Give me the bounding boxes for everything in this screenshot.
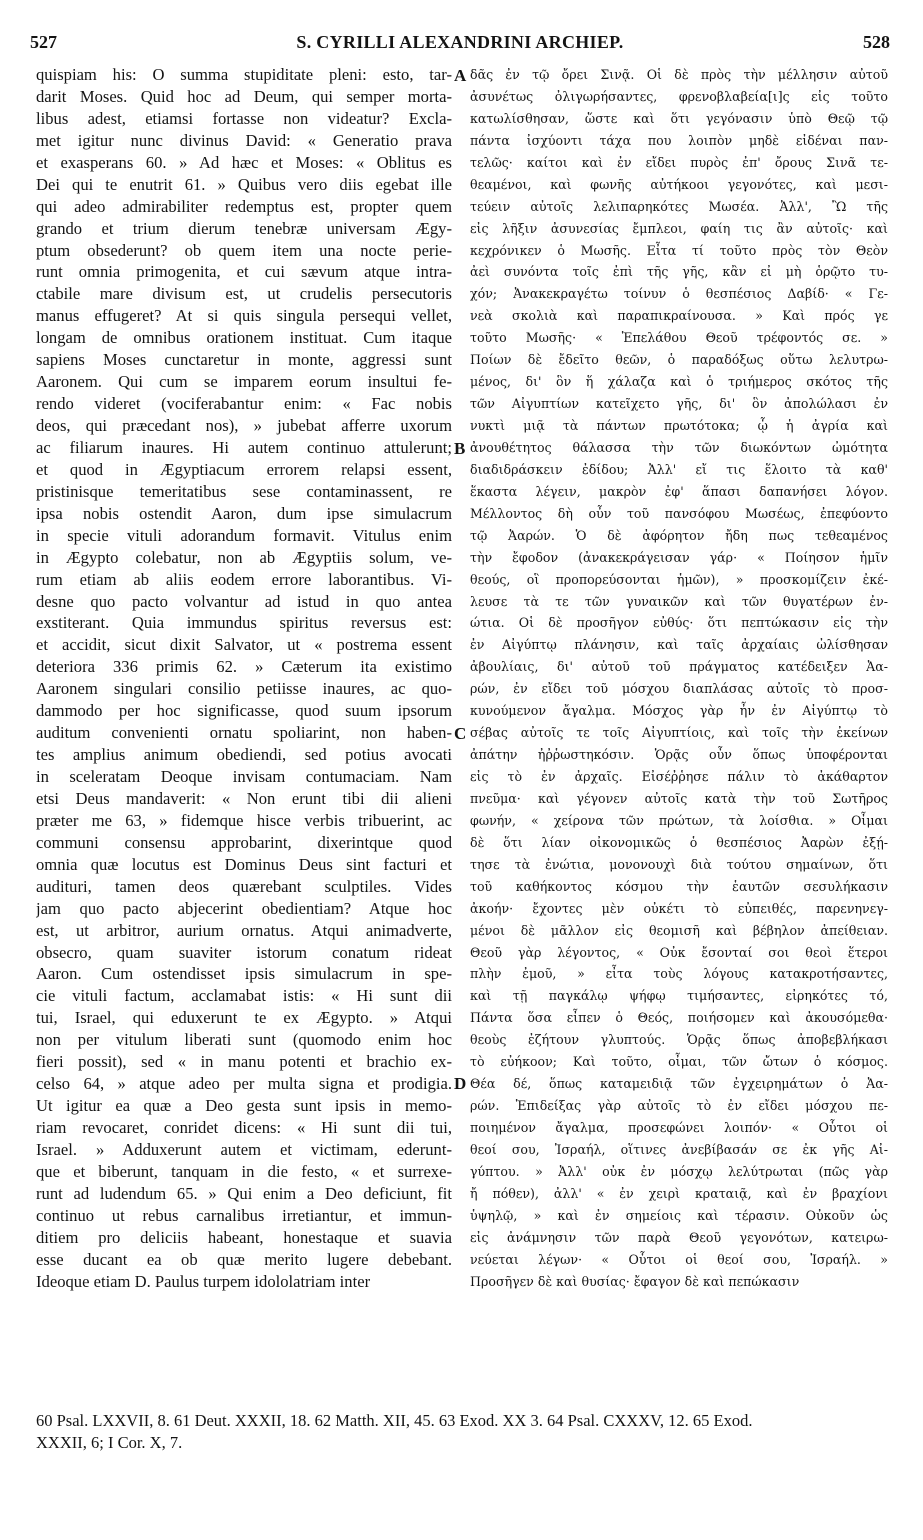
greek-text-line: Μέλλοντος δὴ οὖν τοῦ πανσόφου Μωσέως, ἐπεφύοντο	[470, 505, 888, 521]
greek-text-line: θεοί σου, Ἰσραήλ, οἵτινες ἀνεβίβασάν σε ἐκ γῆς Αἰ-	[470, 1141, 888, 1157]
latin-text-line: communi consensu approbarint, dixerintque quod	[36, 832, 452, 852]
latin-text-line: ditiem pro deliciis habeant, honestaque et suavia	[36, 1227, 452, 1247]
latin-text-line: etsi Deus mandaverit: « Non erunt tibi dii alieni	[36, 788, 452, 808]
latin-text-line: jam quo pacto abjecerint obedientiam? Atque hoc	[36, 898, 452, 918]
greek-text-line: πάντα ἰσχύοντι τάχα που λοιπὸν μηδὲ εἰδέναι παν-	[470, 132, 888, 148]
latin-text-line: runt ad ludendum 65. » Qui enim a Deo deficiunt, fit	[36, 1183, 452, 1203]
latin-text-line: in Ægypto colebatur, non ab Ægyptiis solum, ve-	[36, 547, 452, 567]
greek-text-line: νυκτὶ μιᾷ τὰ πάντων πρωτότοκα; ᾧ ἡ ἀγρία καὶ	[470, 418, 888, 433]
greek-text-line: εἰς τὸ ἐν ἀρχαῖς. Εἰσέῤῥησε πάλιν τὸ ἀκάθαρτον	[470, 769, 888, 784]
latin-text-line: Ut igitur ea quæ a Deo gesta sunt ipsis in memo-	[36, 1096, 452, 1116]
greek-text-line: ἀπάτην ἠῤῥωστηκόσιν. Ὁρᾷς οὖν ὅπως ὑποφέρονται	[470, 747, 888, 763]
greek-text-line: ποιημένον ἄγαλμα, προσεφώνει λοιπόν· « Οὗτοι οἱ	[470, 1120, 888, 1135]
latin-text-line: tes amplius animum obediendi, sed potius avocati	[36, 745, 452, 765]
latin-text-line: riam revocaret, conridet dicens: « Hi sunt dii tui,	[36, 1118, 452, 1137]
footnote-line: XXXII, 6; I Cor. X, 7.	[36, 1433, 183, 1452]
latin-text-line: fieri possit), sed « in manu potenti et brachio ex-	[36, 1052, 452, 1072]
latin-text-line: esse ducant ea ob quæ merito lugere debebant.	[36, 1249, 452, 1269]
latin-text-line: Dei qui te enutrit 61. » Quibus vero diis egebat ille	[36, 174, 452, 194]
latin-text-line: in specie vituli adorandum formavit. Vitulus enim	[36, 525, 452, 545]
greek-text-line: σέβας αὐτοῖς τε τοῖς Αἰγυπτίοις, καὶ τοῖς τὴν ἐκείνων	[470, 725, 888, 741]
greek-text-line: ἀσυνέτως ὀλιγωρήσαντες, φρενοβλαβεία[ι]ς εἰς τοῦτο	[470, 88, 888, 104]
latin-text-line: omnia quæ locutus est Dominus Deus sint facturi et	[36, 854, 452, 874]
latin-column	[36, 64, 452, 1293]
latin-text-line: pristinisque temeritatibus sese contaminassent, re	[36, 481, 452, 501]
greek-column	[470, 64, 888, 1293]
greek-text-line: ἀνουθέτητος θάλασσα τὴν τῶν διωκόντων ὠμότητα	[470, 439, 888, 455]
greek-text-line: εἰς λῆξιν ἀσυνεσίας ἔμπλεοι, φαίη τις ἂν αὐτοῖς· καὶ	[470, 220, 888, 236]
greek-text-line: κυνούμενον ἄγαλμα. Μόσχος γὰρ ἦν ἐν Αἰγύπτῳ τὸ	[470, 703, 888, 719]
greek-text-line: πνεῦμα· καὶ γέγονεν αὐτοῖς κατὰ τὴν τοῦ Σωτῆρος	[470, 790, 888, 806]
latin-text-line: audituri, tamen deos quærebant sculptiles. Vides	[36, 876, 452, 896]
latin-text-line: dammodo per hoc significasse, quod suum ipsorum	[36, 701, 452, 721]
latin-text-line: Aaronem singulari consilio petiisse inaures, ac quo-	[36, 679, 452, 699]
margin-letter-b: B	[454, 439, 466, 458]
greek-text-line: λευσε τὰ τε τῶν γυναικῶν καὶ τῶν θυγατέρων ἐν-	[470, 593, 888, 609]
greek-text-line: Ποίων δὲ ἔδεῖτο θεῶν, ὁ παραδόξως οὕτω λελυτρω-	[470, 352, 888, 368]
latin-text-line: et exasperans 60. » Ad hæc et Moses: « Oblitus es	[36, 152, 452, 172]
greek-text-line: Προσῆγεν δὲ καὶ θυσίας· ἔφαγον δὲ καὶ πεπώκασιν	[470, 1273, 800, 1289]
greek-text-line: ἤ πόθεν), ἀλλ' « ἐν χειρὶ κραταιᾷ, καὶ ἐν βραχίονι	[470, 1185, 888, 1201]
latin-text-line: sapiens Moses cunctaretur in monte, aggressi sunt	[36, 350, 452, 370]
greek-text-line: τὸ εὐήκοον; Καὶ τοῦτο, οἶμαι, τῶν ὤτων ὁ κόσμος.	[470, 1054, 888, 1070]
latin-text-line: et accidit, sicut dixit Salvator, ut « postrema essent	[36, 635, 452, 655]
latin-text-line: ptum obsederunt? ob quem item una nocte perie-	[36, 240, 452, 260]
greek-text-line: μένοι δὲ μᾶλλον εἰς θεομισῆ καὶ βέβηλον ἀπείθειαν.	[470, 922, 888, 938]
margin-letter-d: D	[454, 1074, 467, 1093]
greek-text-line: Θεοῦ γὰρ λέγοντος, « Οὐκ ἔσονταί σοι θεοὶ ἕτεροι	[470, 944, 888, 960]
latin-text-line: ipsa nobis ostendit Aaron, dum ipse simulacrum	[36, 503, 452, 523]
latin-text-line: quispiam his: O summa stupiditate pleni: esto, tar-	[36, 65, 452, 84]
latin-text-line: Aaron. Cum ostendisset ipsis simulacrum in spe-	[36, 964, 452, 984]
greek-text-line: τοῦ καθήκοντος κόσμου τὴν ἑαυτῶν σεσυλήκασιν	[470, 878, 888, 894]
greek-text-line: ρών. Ἐπιδείξας γὰρ αὐτοῖς τὸ ἐν εἴδει μόσχου πε-	[470, 1098, 888, 1114]
latin-text-line: darit Moses. Quid hoc ad Deum, qui semper morta-	[36, 86, 452, 106]
latin-text-line: est, ut arbitror, aurium ornatus. Atqui animadverte,	[36, 920, 452, 940]
greek-text-line: τεύειν αὐτοῖς λελιπαρηκότες Μωσέα. Ἀλλ', Ὢ τῆς	[470, 198, 888, 214]
latin-text-line: auditum convenienti ornatu spoliarint, non haben-	[36, 723, 452, 743]
greek-text-line: τῶν Αἰγυπτίων κατεῖχετο γῆς, δι' ὃν ἀπολώλασι ἐν	[470, 396, 888, 412]
greek-text-line: τῷ Ἀαρών. Ὁ δὲ ἀφόρητον ἤδη πως τεθεαμένος	[470, 527, 888, 543]
latin-text-line: ac filiarum inaures. Hi autem continuo attulerunt;	[36, 437, 452, 457]
greek-text-line: τησε τὰ ἐνώτια, μονονουχὶ διὰ τούτου σημαίνων, ὅτι	[470, 856, 888, 872]
greek-text-line: πλὴν ἐμοῦ, » εἶτα τοὺς λόγους κατακροτήσαντες,	[470, 966, 888, 982]
greek-text-line: ἀκοήν· ἔχοντες μὲν οὐκέτι τὸ εὐπειθές, παρενηνεγ-	[470, 900, 888, 916]
latin-text-line: Israel. » Adduxerunt autem et victimam, ederunt-	[36, 1139, 452, 1159]
latin-text-line: et quod in Ægyptiacum errorem relapsi essent,	[36, 459, 452, 479]
footnote-line: 60 Psal. LXXVII, 8. 61 Deut. XXXII, 18. 62 Matth. XII, 45. 63 Exod. XX 3. 64 Psal. CXXXV, 12. 65 Exod.	[36, 1411, 753, 1430]
latin-text-line: libus adest, etiamsi fortasse non videatur? Excla-	[36, 108, 452, 128]
greek-text-line: Πάντα ὅσα εἶπεν ὁ Θεός, ποιήσομεν καὶ ἀκουσόμεθα·	[470, 1010, 888, 1026]
footnotes	[36, 1410, 886, 1454]
latin-text-line: deos, qui præcedant nos), » jubebat afferre uxorum	[36, 416, 452, 435]
greek-text-line: ἀβουλίαις, δι' αὐτοῦ τοῦ πράγματος κατέδειξεν Ἀα-	[470, 659, 888, 675]
greek-text-line: κατωλίσθησαν, ὥστε καὶ ὅτι γεγόνασιν ὑπὸ Θεῷ τῷ	[470, 110, 888, 126]
latin-text-line: manus effugeret? At si quis singula persequi vellet,	[36, 306, 452, 326]
latin-text-line: tui, Israel, qui eduxerunt te ex Ægypto. » Atqui	[36, 1008, 452, 1028]
margin-letter-a: A	[454, 66, 467, 85]
greek-text-line: ἐν Αἰγύπτῳ πλάνησιν, καὶ ταῖς ἀρχαίαις ὠλίσθησαν	[470, 637, 888, 653]
page-header	[30, 32, 890, 56]
greek-text-line: Θέα δέ, ὅπως καταμειδιᾷ τῶν ἐγχειρημάτων ὁ Ἀα-	[470, 1076, 888, 1092]
greek-text-line: δᾶς ἐν τῷ ὄρει Σινᾷ. Οἱ δὲ πρὸς τὴν μέλλησιν αὐτοῦ	[470, 67, 888, 82]
running-title: S. CYRILLI ALEXANDRINI ARCHIEP.	[296, 32, 624, 52]
greek-text-line: καὶ τῇ παγκάλῳ ψήφῳ τιμήσαντες, εἰρηκότες τό,	[470, 988, 888, 1004]
latin-text-line: in sceleratam Deoque invisam contumaciam. Nam	[36, 767, 452, 786]
page-number-left: 527	[30, 32, 57, 52]
latin-text-line: ctabile mare divisum est, ut crudelis persecutoris	[36, 284, 452, 304]
latin-text-line: deteriora 336 primis 62. » Cæterum ita existimo	[36, 657, 452, 677]
page-number-right: 528	[863, 32, 890, 52]
greek-text-line: εἰς ἀνάμνησιν τῶν παρὰ Θεοῦ γεγονότων, κατειρω-	[470, 1229, 888, 1245]
greek-text-line: τὴν ἔφοδον (ἀνακεκράγεισαν γάρ· « Ποίησον ἡμῖν	[470, 549, 888, 565]
greek-text-line: κεχρόνικεν ὁ Μωσῆς. Εἶτα τί τοῦτο πρὸς τὸν Θεὸν	[470, 242, 888, 258]
latin-text-line: runt omnia primogenita, et cui sævum atque intra-	[36, 262, 452, 282]
latin-text-line: Aaronem. Qui cum se imparem eorum insultui fe-	[36, 372, 452, 392]
latin-text-line: cie vituli factum, acclamabat istis: « Hi sunt dii	[36, 986, 452, 1006]
latin-text-line: exstiterant. Quia immundus spiritus reversus est:	[36, 613, 452, 633]
greek-text-line: νεύεται λέγων· « Οὗτοι οἱ θεοί σου, Ἰσραήλ. »	[470, 1251, 888, 1267]
greek-text-line: θεοὺς ἐζήτουν γλυπτούς. Ὁρᾷς ὅπως ἀποβεβλήκασι	[470, 1032, 888, 1048]
greek-text-line: τελῶς· καίτοι καὶ ἐν εἴδει πυρὸς ἐπ' ὄρους Σινᾶ τε-	[470, 154, 888, 170]
latin-text-line: præter me 63, » fidemque hisce verbis tribuerint, ac	[36, 810, 452, 830]
latin-text-line: qui adeo admirabiliter redemptus est, propter quem	[36, 196, 452, 216]
latin-text-line: rendo videret (vociferabantur enim: « Fac nobis	[36, 394, 452, 414]
greek-text-line: ρών, ἐν εἴδει τοῦ μόσχου διαπλάσας αὐτοῖς τὸ προσ-	[470, 681, 888, 697]
greek-text-line: ώτια. Οἱ δὲ προσῆγον εὐθύς· ὅτι πεπτώκασιν εἰς τὴν	[470, 615, 888, 631]
greek-text-line: διαδιδράσκειν ἐδίδου; Ἀλλ' εἴ τις ἕλοιτο τὰ καθ'	[470, 461, 888, 477]
greek-text-line: νεὰ σκολιὰ καὶ παραπικραίνουσα. » Καὶ πρός γε	[470, 308, 888, 324]
latin-text-line: rum etiam ab aliis eodem errore laborantibus. Vi-	[36, 569, 452, 589]
latin-text-line: non per vitulum liberati sunt (quomodo enim hoc	[36, 1030, 452, 1050]
greek-text-line: θεούς, οἳ προπορεύσονται ἡμῶν), » προσκομίζειν ἐκέ-	[470, 571, 888, 587]
greek-text-line: ὑψηλῷ, » καὶ ἐν σημείοις καὶ τέρασιν. Οὐκοῦν ὡς	[470, 1207, 888, 1223]
margin-letter-c: C	[454, 724, 467, 743]
greek-text-line: μένος, δι' ὃν ἥ χάλαζα καὶ ὁ τριήμερος σκότος τῆς	[470, 374, 888, 390]
latin-text-line: longam de omnibus orationem instituat. Cum itaque	[36, 328, 452, 348]
greek-text-line: φωνήν, « χείρονα τῶν πρώτων, τὰ λοίσθια. » Οἶμαι	[470, 812, 888, 828]
latin-text-line: desne quo pacto volvantur ad istud in quo antea	[36, 591, 452, 611]
latin-text-line: Ideoque etiam D. Paulus turpem idololatriam inter	[36, 1271, 371, 1291]
greek-text-line: θεαμένοι, καὶ φωνῆς αὐτήκοοι γεγονότες, καὶ μεσι-	[470, 176, 888, 192]
latin-text-line: continuo ut rebus carnalibus irretiantur, et immun-	[36, 1205, 452, 1225]
latin-text-line: que et biberunt, tanquam in die festo, « et surrexe-	[36, 1161, 452, 1181]
latin-text-line: grando et trium dierum tenebræ universam Ægy-	[36, 218, 452, 238]
greek-text-line: γύπτου. » Ἀλλ' οὐκ ἐν μόσχῳ λελύτρωται (πῶς γὰρ	[470, 1163, 888, 1179]
latin-text-line: celso 64, » atque adeo per multa signa et prodigia.	[36, 1074, 452, 1094]
greek-text-line: ἀεὶ συνόντα τοῖς ἐπὶ τῆς γῆς, κἂν εἰ μὴ ὁρῷτο τυ-	[470, 264, 888, 280]
latin-text-line: met igitur nunc divinus David: « Generatio prava	[36, 130, 452, 150]
greek-text-line: χόν; Ἀνακεκραγέτω τοίνυν ὁ θεσπέσιος Δαβίδ· « Γε-	[470, 286, 888, 302]
greek-text-line: δὲ ὅτι λίαν οἰκονομικῶς ὁ θεσπέσιος Ἀαρὼν ἐξῄ-	[470, 834, 888, 850]
greek-text-line: τοῦτο Μωσῆς· « Ἐπελάθου Θεοῦ τρέφοντός σε. »	[470, 330, 888, 346]
greek-text-line: ἕκαστα λέγειν, μακρὸν ἐφ' ἅπασι δαπανήσει λόγον.	[470, 483, 888, 499]
latin-text-line: obsecro, quam suaviter istorum conatum rideat	[36, 942, 452, 962]
